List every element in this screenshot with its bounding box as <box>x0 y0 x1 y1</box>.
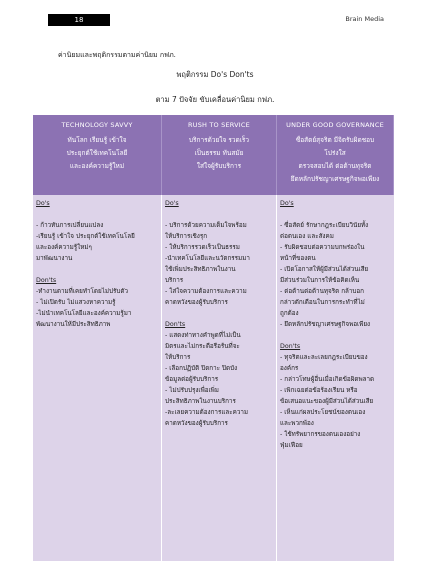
column-title: RUSH TO SERVICE <box>188 121 250 129</box>
dos-item: - บริการด้วยความเต็มใจพร้อม <box>165 222 247 229</box>
dos-item: ให้บริการเชิงรุก <box>165 233 208 240</box>
dos-item: มาพัฒนางาน <box>36 255 73 262</box>
dos-item: - ต่อต้านต่อต้านทุจริต กล้าบอก <box>280 288 364 295</box>
donts-item: ให้บริการ <box>165 354 191 361</box>
donts-item: ฟุ่มเฟือย <box>280 442 303 449</box>
column-desc-line: เป็นธรรม ทันสมัย <box>194 149 244 157</box>
donts-item: - เพิกเฉยต่อข้อร้องเรียน หรือ <box>280 387 358 394</box>
donts-label: Don'ts <box>36 277 57 284</box>
donts-item: - เลือกปฏิบัติ ปิดกาะ ปิดบัง <box>165 365 238 372</box>
column-header-technology-savvy <box>33 115 162 195</box>
column-desc-line: ตรวจสอบได้ ต่อต้านทุจริต <box>298 162 372 170</box>
column-desc-line: ซื่อสัตย์สุจริต มีจิตรับผิดชอบ <box>295 136 375 144</box>
dos-item: ต่อตนเอง และสังคม <box>280 233 334 240</box>
donts-item: ข้อเสนอแนะของผู้มีส่วนได้ส่วนเสีย <box>280 398 374 405</box>
donts-item: - ใช้ทรัพยากรของตนเองอย่าง <box>280 431 361 438</box>
page-subtitle: ตาม 7 ปัจจัย ขับเคลื่อนค่านิยม กฟภ. <box>155 95 275 104</box>
column-desc-line: ทันโลก เรียนรู้ เข้าใจ <box>67 136 127 144</box>
donts-item: - ทุจริตและละเลยกฎระเบียบของ <box>280 354 368 361</box>
column-desc-line: ประยุกต์ใช้เทคโนโลยี <box>66 149 128 157</box>
brand-name: Brain Media <box>345 15 384 23</box>
page-title: พฤติกรรม Do's Don'ts <box>176 70 254 79</box>
donts-item: -ไม่นำเทคโนโลยีและองค์ความรู้มา <box>36 310 132 317</box>
dos-item: หน้าที่ของตน <box>280 255 316 262</box>
column-body-rush-to-service <box>162 195 277 561</box>
donts-item: พัฒนางานให้มีประสิทธิภาพ <box>36 321 111 328</box>
column-header-good-governance <box>277 115 394 195</box>
donts-item: องค์กร <box>280 365 299 372</box>
dos-item: - ยึดหลักปรัชญาเศรษฐกิจพอเพียง <box>280 321 371 328</box>
donts-item: - เห็นแก่ผลประโยชน์ของตนเอง <box>280 409 366 416</box>
dos-item: กล่าวตักเตือนในการกระทำที่ไม่ <box>280 299 365 306</box>
dos-item: ถูกต้อง <box>280 310 299 317</box>
column-title: TECHNOLOGY SAVVY <box>61 121 133 129</box>
dos-item: ใช้เพิ่มประสิทธิภาพในงาน <box>165 266 236 273</box>
donts-item: ประสิทธิภาพในงานบริการ <box>165 398 236 405</box>
dos-item: - เปิดโอกาสให้ผู้มีส่วนได้ส่วนเสีย <box>280 266 369 273</box>
donts-item: -ละเลยความต้องการและความ <box>165 409 249 416</box>
dos-item: - ซื่อสัตย์ รักษากฎระเบียบวินัยทั้ง <box>280 222 369 229</box>
column-desc-line: และองค์ความรู้ใหม่ <box>69 162 125 170</box>
dos-item: คาดหวังของผู้รับบริการ <box>165 299 228 306</box>
column-body-good-governance <box>277 195 394 561</box>
dos-item: -เรียนรู้ เข้าใจ ประยุกต์ใช้เทคโนโลยี <box>36 233 135 240</box>
dos-item: - ให้บริการรวดเร็วเป็นธรรม <box>165 244 240 251</box>
values-table <box>33 115 394 561</box>
column-desc-line: บริการด้วยใจ รวดเร็ว <box>188 136 250 144</box>
donts-label: Don'ts <box>165 321 186 328</box>
column-body-technology-savvy <box>33 195 162 561</box>
dos-label: Do's <box>165 200 179 207</box>
dos-item: - ก้าวทันการเปลี่ยนแปลง <box>36 222 104 229</box>
column-header-rush-to-service <box>162 115 277 195</box>
donts-item: - กล่าวโทษผู้อื่นเมื่อเกิดข้อผิดพลาด <box>280 376 375 383</box>
column-desc-line: ยึดหลักปรัชญาเศรษฐกิจพอเพียง <box>290 175 380 183</box>
donts-label: Don'ts <box>280 343 301 350</box>
donts-item: และพวกพ้อง <box>280 420 314 427</box>
donts-item: มิตรและไม่กระตือรือร้นที่จะ <box>165 343 240 350</box>
donts-item: -ทำงานตามที่เคยทำโดยไม่ปรับตัว <box>36 288 129 295</box>
column-desc-line: ใส่ใจผู้รับบริการ <box>196 162 242 170</box>
dos-item: - ใส่ใจความต้องการและความ <box>165 288 247 295</box>
dos-label: Do's <box>36 200 50 207</box>
donts-item: ข้อมูลต่อผู้รับบริการ <box>165 376 219 383</box>
dos-label: Do's <box>280 200 294 207</box>
column-desc-line: โปร่งใส <box>324 149 346 157</box>
donts-item: คาดหวังของผู้รับบริการ <box>165 420 228 427</box>
dos-item: บริการ <box>165 277 184 284</box>
page-number: 18 <box>48 14 110 26</box>
dos-item: - รับผิดชอบต่อความบกพร่องใน <box>280 244 365 251</box>
section-heading: ค่านิยมและพฤติกรรมตามค่านิยม กฟภ. <box>58 51 176 59</box>
donts-item: - ไม่ปรับปรุงเพื่อเพิ่ม <box>165 387 219 394</box>
dos-item: -นำเทคโนโลยีและนวัตกรรมมา <box>165 255 250 262</box>
dos-item: และองค์ความรู้ใหม่ๆ <box>36 244 92 251</box>
donts-item: - แสดงท่าทางคำพูดที่ไม่เป็น <box>165 332 241 339</box>
column-title: UNDER GOOD GOVERNANCE <box>286 121 384 129</box>
dos-item: มีส่วนร่วมในการให้ข้อคิดเห็น <box>280 277 360 284</box>
donts-item: - ไม่เปิดรับ ไม่แสวงหาความรู้ <box>36 299 116 306</box>
